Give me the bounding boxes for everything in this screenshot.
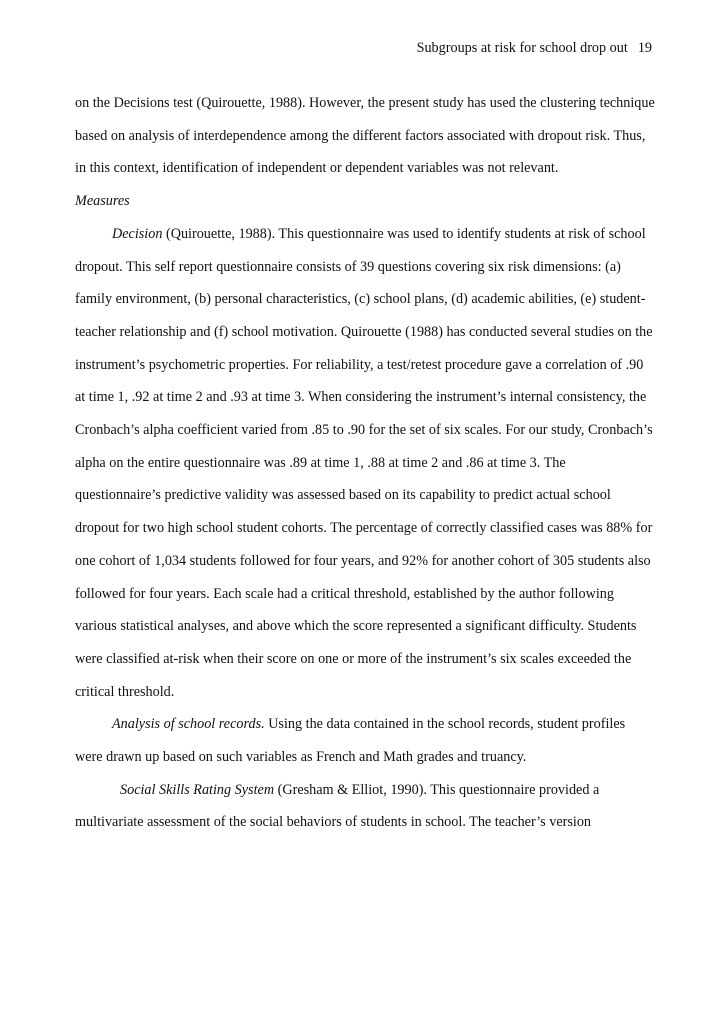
paragraph-ssrs-text: (Gresham & Elliot, 1990). This questionnaire provided a multivariate assessment of the social behaviors of students in school. The teacher’s version — [75, 781, 600, 831]
section-heading-measures: Measures — [75, 193, 130, 210]
paragraph-decision — [75, 218, 655, 709]
paragraph-school-records-text: Using the data contained in the school records, student profiles were drawn up based on such variables as French and Math grades and truancy. — [75, 716, 626, 766]
running-head-title: Subgroups at risk for school drop out — [416, 40, 628, 56]
running-head — [417, 40, 652, 57]
term-decision: Decision — [112, 225, 163, 242]
term-school-records: Analysis of school records. — [112, 716, 265, 733]
paragraph-school-records — [75, 708, 655, 773]
page-number: 19 — [637, 40, 652, 56]
paragraph-ssrs — [75, 774, 655, 839]
paragraph-decision-text: (Quirouette, 1988). This questionnaire was used to identify students at risk of school dropout. This self report questionnaire consists of 39 questions covering six risk dimensions: (a) family environment, (b) personal characteristics, (c) school plans, (d) academic abilities, (e) student-teacher relationship and (f) school motivation. Quirouette (1988) has conducted several studies on the instrument’s psychometric properties. For reliability, a test/retest procedure gave a correlation of .90 at time 1, .92 at time 2 and .93 at time 3. When considering the instrument’s internal consistency, the Cronbach’s alpha coefficient varied from .85 to .90 for the set of six scales. For our study, Cronbach’s alpha on the entire questionnaire was .89 at time 1, .88 at time 2 and .86 at time 3. The questionnaire’s predictive validity was assessed based on its capability to predict actual school dropout for two high school student cohorts. The percentage of correctly classified cases was 88% for one cohort of 1,034 students followed for four years, and 92% for another cohort of 305 students also followed for four years. Each scale had a critical threshold, established by the author following various statistical analyses, and above which the score represented a significant difficulty. Students were classified at-risk when their score on one or more of the instrument’s six scales exceeded the critical threshold. — [75, 225, 653, 700]
body-text — [75, 87, 655, 839]
term-ssrs: Social Skills Rating System — [120, 781, 275, 798]
paragraph-continued: on the Decisions test (Quirouette, 1988). However, the present study has used the clustering technique based on analysis of interdependence among the different factors associated with dropout risk. Thus, in this context, identification of independent or dependent variables was not relevant. — [75, 95, 655, 177]
